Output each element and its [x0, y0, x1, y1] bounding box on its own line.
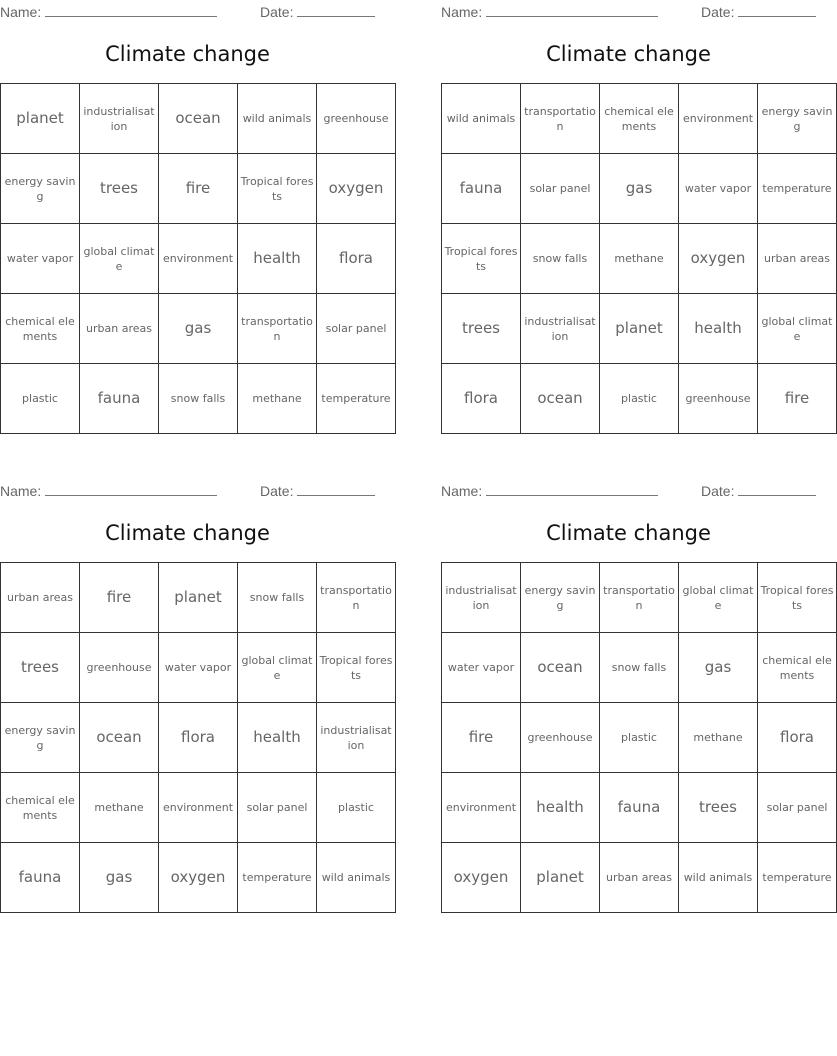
grid-row [442, 843, 837, 913]
bingo-cell[interactable]: ocean [521, 364, 600, 434]
grid-row [1, 224, 396, 294]
card-title: Climate change [105, 521, 270, 545]
grid-row [442, 773, 837, 843]
bingo-cell[interactable]: water vapor [1, 224, 80, 294]
bingo-cell[interactable]: transportation [521, 84, 600, 154]
bingo-cell[interactable]: flora [317, 224, 396, 294]
bingo-cell[interactable]: planet [521, 843, 600, 913]
bingo-cell[interactable]: environment [159, 773, 238, 843]
bingo-cell[interactable]: fauna [1, 843, 80, 913]
date-blank-line [738, 481, 816, 496]
bingo-cell[interactable]: methane [679, 703, 758, 773]
name-blank-line [486, 2, 658, 17]
grid-row [442, 294, 837, 364]
grid-row [1, 703, 396, 773]
bingo-cell[interactable]: chemical elements [1, 294, 80, 364]
bingo-cell[interactable]: fauna [80, 364, 159, 434]
bingo-cell[interactable]: temperature [758, 154, 837, 224]
bingo-cell[interactable]: solar panel [317, 294, 396, 364]
card-title: Climate change [105, 42, 270, 66]
bingo-cell[interactable]: environment [159, 224, 238, 294]
date-field[interactable] [701, 481, 816, 499]
bingo-cell[interactable]: health [238, 224, 317, 294]
bingo-cell[interactable]: oxygen [159, 843, 238, 913]
bingo-grid [441, 83, 837, 434]
name-field[interactable] [441, 481, 658, 499]
bingo-cell[interactable]: trees [679, 773, 758, 843]
bingo-cell[interactable]: transportation [317, 563, 396, 633]
bingo-cell[interactable]: gas [80, 843, 159, 913]
grid-row [442, 703, 837, 773]
date-label: Date: [701, 483, 735, 499]
bingo-cell[interactable]: health [679, 294, 758, 364]
name-label: Name: [441, 4, 483, 20]
bingo-grid [0, 83, 396, 434]
grid-row [442, 224, 837, 294]
bingo-cell[interactable]: energy saving [521, 563, 600, 633]
grid-row [1, 563, 396, 633]
card-header [441, 481, 816, 499]
bingo-cell[interactable]: snow falls [600, 633, 679, 703]
bingo-cell[interactable]: temperature [758, 843, 837, 913]
bingo-cell[interactable]: industrialisation [442, 563, 521, 633]
name-field[interactable] [441, 2, 658, 20]
date-blank-line [297, 481, 375, 496]
bingo-cell[interactable]: fire [442, 703, 521, 773]
bingo-cell[interactable]: plastic [600, 703, 679, 773]
bingo-cell[interactable]: plastic [317, 773, 396, 843]
grid-row [1, 364, 396, 434]
bingo-cell[interactable]: solar panel [521, 154, 600, 224]
bingo-cell[interactable]: temperature [317, 364, 396, 434]
bingo-cell[interactable]: methane [238, 364, 317, 434]
name-label: Name: [0, 483, 42, 499]
bingo-cell[interactable]: flora [758, 703, 837, 773]
name-label: Name: [441, 483, 483, 499]
bingo-cell[interactable]: fauna [442, 154, 521, 224]
bingo-cell[interactable]: health [238, 703, 317, 773]
bingo-cell[interactable]: Tropical forests [238, 154, 317, 224]
bingo-cell[interactable]: energy saving [758, 84, 837, 154]
bingo-cell[interactable]: snow falls [159, 364, 238, 434]
bingo-cell[interactable]: fire [80, 563, 159, 633]
bingo-cell[interactable]: ocean [159, 84, 238, 154]
date-blank-line [738, 2, 816, 17]
bingo-cell[interactable]: greenhouse [521, 703, 600, 773]
grid-row [442, 154, 837, 224]
bingo-cell[interactable]: industrialisation [80, 84, 159, 154]
grid-row [442, 563, 837, 633]
bingo-cell[interactable]: environment [442, 773, 521, 843]
grid-row [442, 84, 837, 154]
bingo-cell[interactable]: water vapor [442, 633, 521, 703]
name-blank-line [486, 481, 658, 496]
grid-row [1, 294, 396, 364]
bingo-card-1 [0, 0, 391, 440]
bingo-cell[interactable]: fire [758, 364, 837, 434]
bingo-cell[interactable]: industrialisation [521, 294, 600, 364]
card-title: Climate change [546, 42, 711, 66]
bingo-cell[interactable]: transportation [238, 294, 317, 364]
bingo-cell[interactable]: Tropical forests [758, 563, 837, 633]
bingo-cell[interactable]: temperature [238, 843, 317, 913]
date-label: Date: [260, 4, 294, 20]
bingo-cell[interactable]: gas [159, 294, 238, 364]
bingo-cell[interactable]: chemical elements [1, 773, 80, 843]
bingo-cell[interactable]: wild animals [679, 843, 758, 913]
name-label: Name: [0, 4, 42, 20]
bingo-cell[interactable]: trees [80, 154, 159, 224]
date-field[interactable] [701, 2, 816, 20]
bingo-card-3 [0, 479, 393, 919]
bingo-cell[interactable]: trees [442, 294, 521, 364]
bingo-cell[interactable]: snow falls [238, 563, 317, 633]
bingo-cell[interactable]: wild animals [442, 84, 521, 154]
bingo-cell[interactable]: snow falls [521, 224, 600, 294]
bingo-grid [441, 562, 837, 913]
bingo-cell[interactable]: Tropical forests [442, 224, 521, 294]
bingo-cell[interactable]: greenhouse [679, 364, 758, 434]
grid-row [1, 773, 396, 843]
bingo-cell[interactable]: chemical elements [758, 633, 837, 703]
bingo-cell[interactable]: solar panel [758, 773, 837, 843]
bingo-cell[interactable]: ocean [80, 703, 159, 773]
bingo-cell[interactable]: gas [600, 154, 679, 224]
grid-row [1, 84, 396, 154]
bingo-cell[interactable]: health [521, 773, 600, 843]
date-field[interactable] [260, 481, 375, 499]
bingo-cell[interactable]: Tropical forests [317, 633, 396, 703]
bingo-cell[interactable]: chemical elements [600, 84, 679, 154]
grid-row [1, 154, 396, 224]
bingo-cell[interactable]: oxygen [317, 154, 396, 224]
bingo-cell[interactable]: global climate [80, 224, 159, 294]
bingo-cell[interactable]: water vapor [159, 633, 238, 703]
bingo-cell[interactable]: oxygen [679, 224, 758, 294]
bingo-cell[interactable]: ocean [521, 633, 600, 703]
bingo-cell[interactable]: urban areas [758, 224, 837, 294]
bingo-cell[interactable]: gas [679, 633, 758, 703]
card-header [0, 481, 375, 499]
bingo-cell[interactable]: greenhouse [80, 633, 159, 703]
bingo-cell[interactable]: oxygen [442, 843, 521, 913]
bingo-cell[interactable]: planet [159, 563, 238, 633]
card-header [441, 2, 816, 20]
bingo-cell[interactable]: energy saving [1, 154, 80, 224]
bingo-cell[interactable]: transportation [600, 563, 679, 633]
bingo-cell[interactable]: water vapor [679, 154, 758, 224]
grid-row [1, 633, 396, 703]
bingo-cell[interactable]: global climate [238, 633, 317, 703]
bingo-cell[interactable]: global climate [679, 563, 758, 633]
date-blank-line [297, 2, 375, 17]
bingo-cell[interactable]: energy saving [1, 703, 80, 773]
bingo-card-4 [441, 479, 834, 919]
grid-row [1, 843, 396, 913]
card-header [0, 2, 375, 20]
date-label: Date: [701, 4, 735, 20]
bingo-cell[interactable]: greenhouse [317, 84, 396, 154]
bingo-cell[interactable]: methane [80, 773, 159, 843]
date-field[interactable] [260, 2, 375, 20]
bingo-cell[interactable]: flora [159, 703, 238, 773]
grid-row [442, 364, 837, 434]
bingo-cell[interactable]: planet [600, 294, 679, 364]
bingo-cell[interactable]: plastic [600, 364, 679, 434]
name-blank-line [45, 2, 217, 17]
name-field[interactable] [0, 481, 217, 499]
card-title: Climate change [546, 521, 711, 545]
bingo-cell[interactable]: industrialisation [317, 703, 396, 773]
bingo-cell[interactable]: urban areas [80, 294, 159, 364]
bingo-cell[interactable]: solar panel [238, 773, 317, 843]
name-field[interactable] [0, 2, 217, 20]
bingo-cell[interactable]: methane [600, 224, 679, 294]
bingo-cell[interactable]: fauna [600, 773, 679, 843]
bingo-cell[interactable]: urban areas [1, 563, 80, 633]
bingo-cell[interactable]: plastic [1, 364, 80, 434]
bingo-cell[interactable]: global climate [758, 294, 837, 364]
name-blank-line [45, 481, 217, 496]
bingo-cell[interactable]: urban areas [600, 843, 679, 913]
bingo-cell[interactable]: wild animals [238, 84, 317, 154]
bingo-grid [0, 562, 396, 913]
date-label: Date: [260, 483, 294, 499]
bingo-cell[interactable]: flora [442, 364, 521, 434]
grid-row [442, 633, 837, 703]
bingo-card-2 [441, 0, 833, 440]
bingo-cell[interactable]: planet [1, 84, 80, 154]
bingo-cell[interactable]: trees [1, 633, 80, 703]
bingo-cell[interactable]: fire [159, 154, 238, 224]
bingo-cell[interactable]: wild animals [317, 843, 396, 913]
bingo-cell[interactable]: environment [679, 84, 758, 154]
